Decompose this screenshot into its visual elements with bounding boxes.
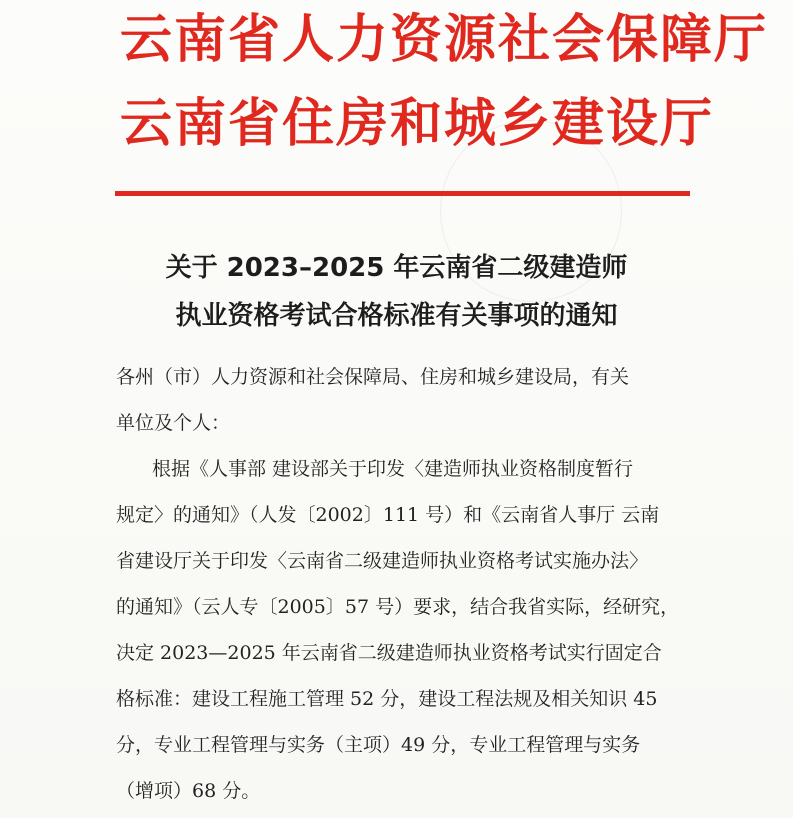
notice-title-line-1: 关于 2023–2025 年云南省二级建造师 (165, 253, 628, 283)
body-line: 单位及个人： (116, 412, 231, 434)
body-line: 省建设厅关于印发〈云南省二级建造师执业资格考试实施办法〉 (116, 550, 649, 572)
notice-title-line-2: 执业资格考试合格标准有关事项的通知 (175, 301, 618, 331)
body-line: （增项）68 分。 (116, 780, 261, 802)
body-line: 各州（市）人力资源和社会保障局、住房和城乡建设局，有关 (116, 366, 630, 388)
issuer-header-line-1: 云南省人力资源社会保障厅 (120, 10, 769, 70)
body-line: 根据《人事部 建设部关于印发〈建造师执业资格制度暂行 (152, 458, 634, 480)
body-line: 格标准：建设工程施工管理 52 分，建设工程法规及相关知识 45 (116, 688, 658, 710)
body-line: 规定〉的通知》（人发〔2002〕111 号）和《云南省人事厅 云南 (116, 504, 660, 526)
body-line: 决定 2023—2025 年云南省二级建造师执业资格考试实行固定合 (116, 642, 662, 664)
issuer-header-line-2: 云南省住房和城乡建设厅 (120, 94, 715, 154)
body-line: 分，专业工程管理与实务（主项）49 分，专业工程管理与实务 (116, 734, 641, 756)
body-line: 的通知》（云人专〔2005〕57 号）要求，结合我省实际，经研究， (116, 596, 680, 618)
red-header-rule (115, 191, 690, 196)
